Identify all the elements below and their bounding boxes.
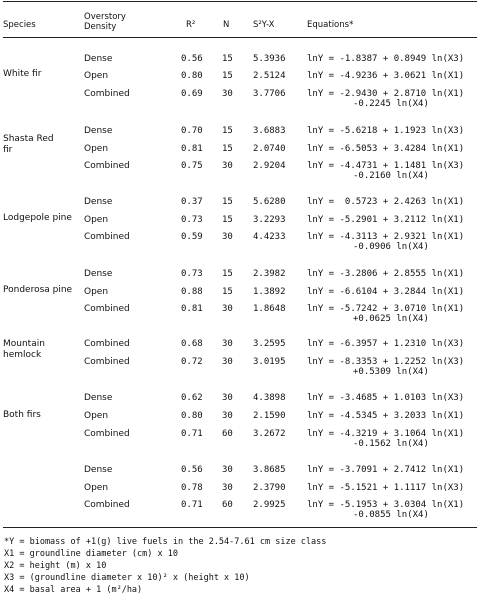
equation-cell: lnY = -5.2901 + 3.2112 ln(X1) [307, 215, 465, 225]
syx-cell: 3.2293 [253, 215, 286, 225]
syx-cell: 2.9925 [253, 500, 286, 510]
density-cell: Dense [84, 126, 113, 136]
syx-cell: 5.3936 [253, 54, 286, 64]
n-cell: 15 [222, 54, 233, 64]
syx-cell: 1.3892 [253, 287, 286, 297]
n-cell: 15 [222, 197, 233, 207]
footnote-x4: X4 = basal area + 1 (m²/ha) [4, 585, 143, 595]
equation-cell: lnY = -5.7242 + 3.0710 ln(X1) [307, 304, 465, 314]
equation-cont: -0.2245 ln(X4) [353, 99, 429, 109]
n-cell: 15 [222, 215, 233, 225]
equation-cell: lnY = -8.3353 + 1.2252 ln(X3) [307, 357, 465, 367]
density-cell: Dense [84, 54, 113, 64]
syx-cell: 2.3982 [253, 269, 286, 279]
n-cell: 30 [222, 483, 233, 493]
density-cell: Open [84, 483, 109, 493]
footnote-x1: X1 = groundline diameter (cm) x 10 [4, 549, 178, 559]
syx-cell: 2.9204 [253, 161, 286, 171]
header-equations: Equations* [307, 20, 354, 30]
n-cell: 15 [222, 287, 233, 297]
syx-cell: 4.4233 [253, 232, 286, 242]
density-cell: Combined [84, 429, 130, 439]
header-syx: S²Y-X [253, 20, 275, 30]
header-rule [3, 37, 477, 38]
syx-cell: 1.8648 [253, 304, 286, 314]
syx-cell: 2.3790 [253, 483, 286, 493]
equation-cell: lnY = -6.6104 + 3.2844 ln(X1) [307, 287, 465, 297]
r2-cell: 0.56 [181, 465, 203, 475]
equation-cont: -0.1562 ln(X4) [353, 439, 429, 449]
species-label: Mountain hemlock [3, 339, 45, 360]
density-cell: Combined [84, 232, 130, 242]
equation-cell: lnY = -4.3113 + 2.9321 ln(X1) [307, 232, 465, 242]
density-cell: Open [84, 411, 109, 421]
n-cell: 30 [222, 357, 233, 367]
r2-cell: 0.56 [181, 54, 203, 64]
n-cell: 30 [222, 89, 233, 99]
equation-cell: lnY = -6.5053 + 3.4284 ln(X1) [307, 144, 465, 154]
density-cell: Combined [84, 357, 130, 367]
syx-cell: 4.3898 [253, 393, 286, 403]
n-cell: 15 [222, 269, 233, 279]
r2-cell: 0.80 [181, 411, 203, 421]
syx-cell: 3.0195 [253, 357, 286, 367]
equation-cell: lnY = -6.3957 + 1.2310 ln(X3) [307, 339, 465, 349]
header-r2: R² [186, 20, 196, 30]
r2-cell: 0.37 [181, 197, 203, 207]
equation-cont: +0.5309 ln(X4) [353, 367, 429, 377]
density-cell: Dense [84, 197, 113, 207]
species-label: Lodgepole pine [3, 213, 72, 223]
syx-cell: 5.6280 [253, 197, 286, 207]
r2-cell: 0.75 [181, 161, 203, 171]
equation-cell: lnY = -1.8387 + 0.8949 ln(X3) [307, 54, 465, 64]
equation-cell: lnY = -4.9236 + 3.0621 ln(X1) [307, 71, 465, 81]
bottom-rule [3, 527, 477, 528]
r2-cell: 0.71 [181, 500, 203, 510]
n-cell: 60 [222, 429, 233, 439]
equation-cont: -0.0906 ln(X4) [353, 242, 429, 252]
r2-cell: 0.73 [181, 269, 203, 279]
equation-cell: lnY = -5.1521 + 1.1117 ln(X3) [307, 483, 465, 493]
equation-cell: lnY = -4.3219 + 3.1064 ln(X1) [307, 429, 465, 439]
density-cell: Open [84, 215, 109, 225]
density-cell: Open [84, 144, 109, 154]
syx-cell: 3.6883 [253, 126, 286, 136]
equation-cell: lnY = -3.7091 + 2.7412 ln(X1) [307, 465, 465, 475]
header-species: Species [3, 20, 36, 30]
r2-cell: 0.88 [181, 287, 203, 297]
density-cell: Dense [84, 465, 113, 475]
r2-cell: 0.68 [181, 339, 203, 349]
r2-cell: 0.69 [181, 89, 203, 99]
r2-cell: 0.62 [181, 393, 203, 403]
equation-cell: lnY = -5.6218 + 1.1923 ln(X3) [307, 126, 465, 136]
syx-cell: 3.7706 [253, 89, 286, 99]
equation-cell: lnY = -4.5345 + 3.2033 ln(X1) [307, 411, 465, 421]
r2-cell: 0.72 [181, 357, 203, 367]
density-cell: Combined [84, 304, 130, 314]
density-cell: Combined [84, 89, 130, 99]
r2-cell: 0.59 [181, 232, 203, 242]
density-cell: Dense [84, 393, 113, 403]
density-cell: Open [84, 287, 109, 297]
footnote-x3: X3 = (groundline diameter x 10)² x (height x 10) [4, 573, 250, 583]
species-label: Both firs [3, 410, 41, 420]
equation-cell: lnY = -3.2806 + 2.8555 ln(X1) [307, 269, 465, 279]
species-label: Ponderosa pine [3, 285, 73, 295]
r2-cell: 0.81 [181, 144, 203, 154]
density-cell: Combined [84, 500, 130, 510]
footnote-x2: X2 = height (m) x 10 [4, 561, 107, 571]
r2-cell: 0.71 [181, 429, 203, 439]
equation-cont: +0.0625 ln(X4) [353, 314, 429, 324]
n-cell: 15 [222, 71, 233, 81]
r2-cell: 0.70 [181, 126, 203, 136]
n-cell: 30 [222, 232, 233, 242]
equation-cell: lnY = -3.4685 + 1.0103 ln(X3) [307, 393, 465, 403]
equation-cell: lnY = -2.9430 + 2.8710 ln(X1) [307, 89, 465, 99]
n-cell: 30 [222, 411, 233, 421]
syx-cell: 3.8685 [253, 465, 286, 475]
header-density-line2: Density [84, 22, 117, 32]
n-cell: 60 [222, 500, 233, 510]
syx-cell: 3.2595 [253, 339, 286, 349]
r2-cell: 0.78 [181, 483, 203, 493]
density-cell: Dense [84, 269, 113, 279]
density-cell: Combined [84, 339, 130, 349]
r2-cell: 0.80 [181, 71, 203, 81]
equation-cont: -0.0855 ln(X4) [353, 510, 429, 520]
equation-cell: lnY = -4.4731 + 1.1481 ln(X3) [307, 161, 465, 171]
footnote-y: *Y = biomass of +1(g) live fuels in the 2.54-7.61 cm size class [4, 537, 327, 547]
equation-cont: -0.2160 ln(X4) [353, 171, 429, 181]
density-cell: Open [84, 71, 109, 81]
r2-cell: 0.73 [181, 215, 203, 225]
n-cell: 30 [222, 161, 233, 171]
species-label: Shasta Red fir [3, 134, 54, 155]
density-cell: Combined [84, 161, 130, 171]
header-density-line1: Overstory [84, 12, 126, 22]
n-cell: 15 [222, 126, 233, 136]
syx-cell: 2.5124 [253, 71, 286, 81]
n-cell: 30 [222, 465, 233, 475]
n-cell: 30 [222, 304, 233, 314]
n-cell: 30 [222, 339, 233, 349]
syx-cell: 2.1590 [253, 411, 286, 421]
top-rule [3, 1, 477, 2]
equation-cell: lnY = 0.5723 + 2.4263 ln(X1) [307, 197, 465, 207]
n-cell: 30 [222, 393, 233, 403]
equation-cell: lnY = -5.1953 + 3.0304 ln(X1) [307, 500, 465, 510]
n-cell: 15 [222, 144, 233, 154]
syx-cell: 3.2672 [253, 429, 286, 439]
syx-cell: 2.0740 [253, 144, 286, 154]
r2-cell: 0.81 [181, 304, 203, 314]
species-label: White fir [3, 69, 42, 79]
header-n: N [223, 20, 230, 30]
